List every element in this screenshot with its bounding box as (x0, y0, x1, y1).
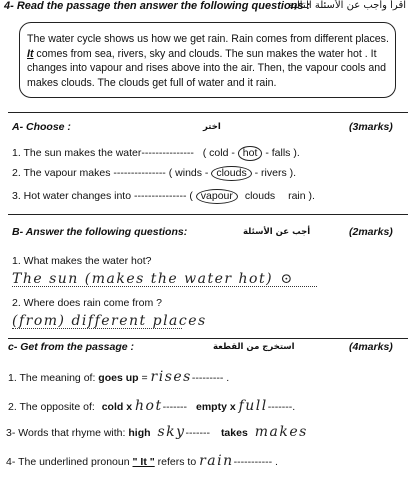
handwritten-answer-1: The sun (makes the water hot) (12, 271, 274, 287)
handwritten-answer-hot: hot (135, 398, 163, 414)
handwritten-answer-makes: makes (254, 424, 308, 440)
question-title: 4- Read the passage then answer the following questions : (4, 0, 311, 12)
section-c-heading: c- Get from the passage : (8, 341, 135, 353)
answer-line-2 (12, 312, 207, 329)
choose-question-3: 3. Hot water changes into --------------- ( vapour clouds rain ). (12, 190, 315, 202)
section-a-marks: (3marks) (349, 121, 393, 133)
circled-answer: vapour (196, 189, 238, 204)
handwritten-answer-sky: sky (157, 424, 186, 440)
choose-question-1: 1. The sun makes the water--------------- ( cold - hot - falls ). (12, 147, 300, 159)
question-title-arabic: اقرأ وأجب عن الأسئلة التالية (288, 0, 406, 11)
section-divider (8, 214, 408, 215)
section-b-heading: B- Answer the following questions: (12, 226, 188, 238)
handwritten-answer-rises: rises (150, 369, 192, 385)
section-c-marks: (4marks) (349, 341, 393, 353)
section-c-heading-arabic: استخرج من القطعة (213, 342, 295, 352)
circled-answer: hot (238, 146, 263, 161)
section-a-heading: A- Choose : (12, 121, 71, 133)
passage-question-3: 3- Words that rhyme with: high sky------- takes makes (6, 424, 308, 440)
section-a-heading-arabic: اختر (203, 122, 221, 132)
section-divider (8, 112, 408, 113)
passage-question-1: 1. The meaning of: goes up = rises--------- . (8, 369, 230, 385)
handwritten-answer-rain: rain (199, 453, 234, 469)
section-b-marks: (2marks) (349, 226, 393, 238)
choose-question-2: 2. The vapour makes --------------- ( winds - clouds - rivers ). (12, 167, 297, 179)
section-b-heading-arabic: أجب عن الأسئلة (243, 227, 311, 237)
section-divider (8, 338, 408, 339)
passage-question-4: 4- The underlined pronoun " It " refers to rain----------- . (6, 453, 278, 469)
answer-question-1: 1. What makes the water hot? (12, 255, 152, 267)
check-mark: ⊙ (280, 271, 294, 287)
answer-line-1 (12, 270, 317, 287)
passage-question-2: 2. The opposite of: cold x hot------- empty x full-------. (8, 398, 296, 414)
answer-question-2: 2. Where does rain come from ? (12, 297, 162, 309)
circled-answer: clouds (211, 166, 251, 181)
handwritten-answer-full: full (238, 398, 268, 414)
reading-passage: The water cycle shows us how we get rain. Rain comes from different places. It comes from sea, rivers, sky and clouds. The sun makes the water hot . It changes into vapour and rises above into the air. Then, the vapour cools and makes clouds. The clouds get full of water and it rain. (27, 33, 389, 89)
handwritten-answer-2: (from) different places (12, 313, 207, 329)
underlined-pronoun: It (27, 47, 34, 60)
